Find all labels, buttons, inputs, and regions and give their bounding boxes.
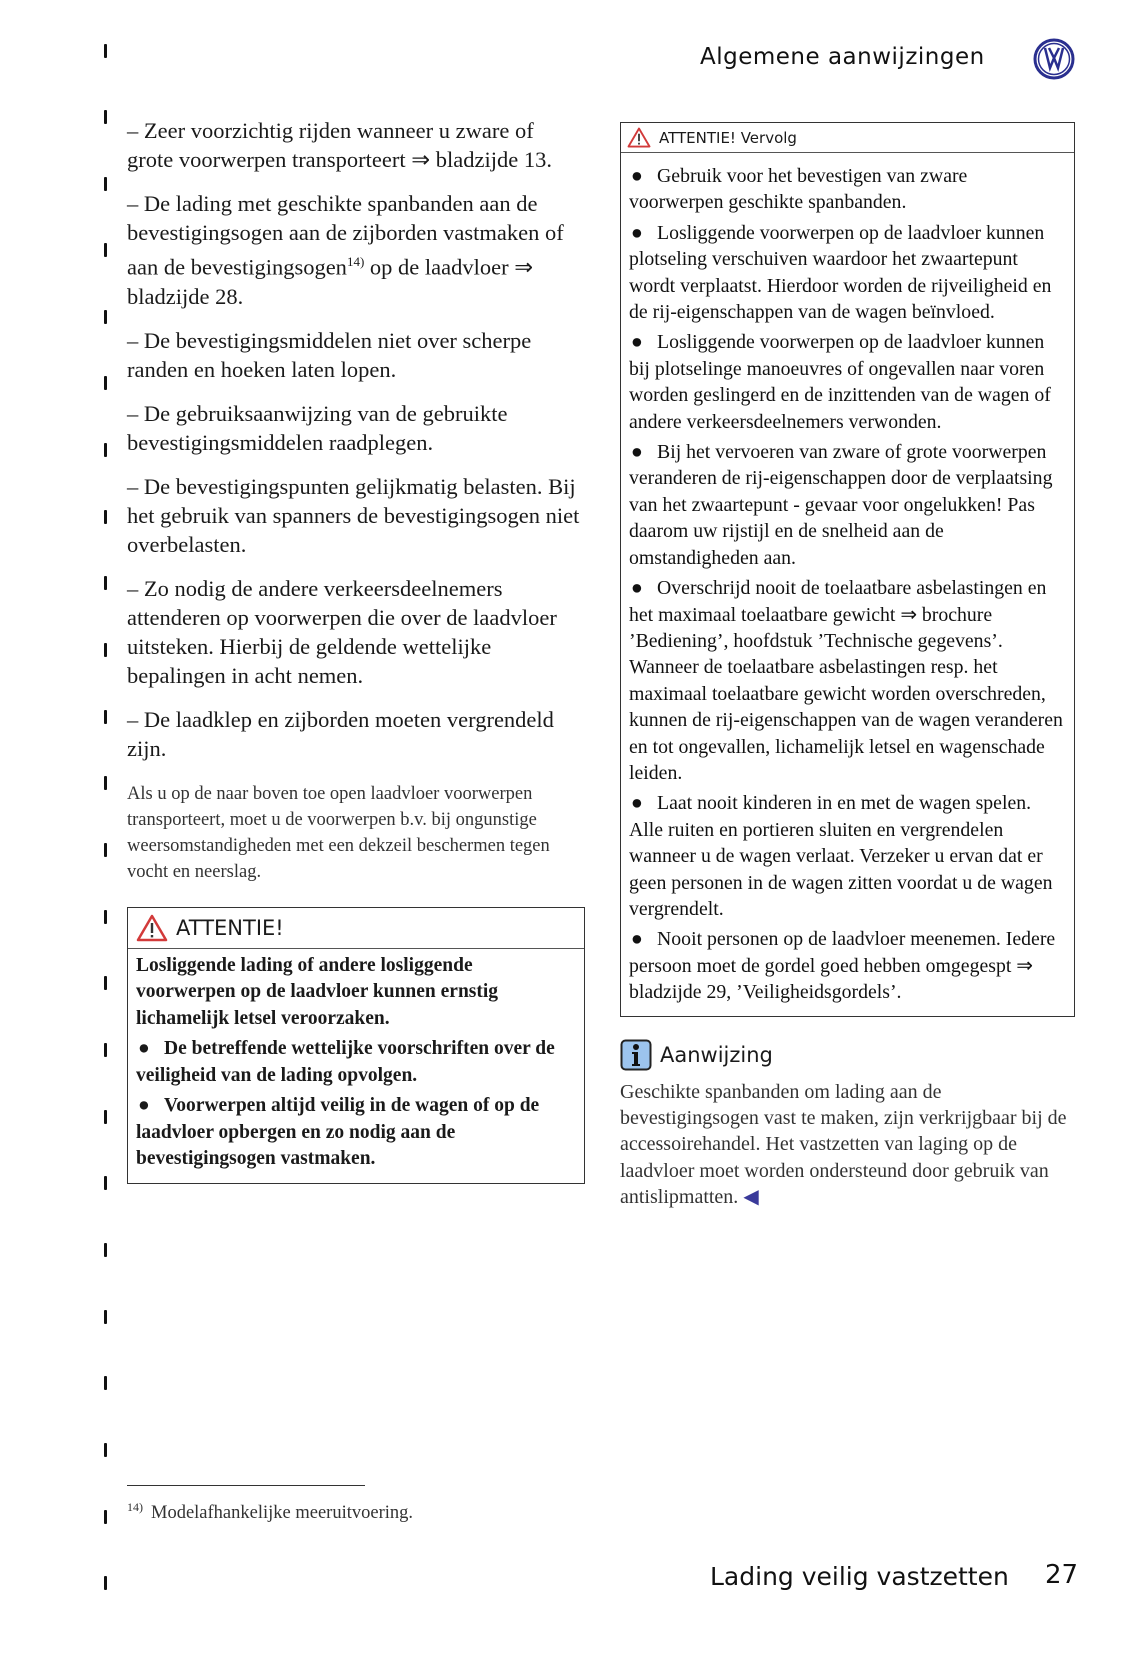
warning-bullet <box>136 1093 576 1173</box>
margin-mark <box>104 510 107 524</box>
margin-mark <box>104 1376 107 1390</box>
instruction-item: – Zo nodig de andere verkeersdeelnemers attenderen op voorwerpen die over de laadvloer uitsteken. Hierbij de geldende wettelijke bepalingen in acht nemen. <box>127 575 557 688</box>
hint-title: Aanwijzing <box>660 1042 773 1067</box>
margin-mark <box>104 910 107 924</box>
bullet-icon: ● <box>631 165 643 187</box>
bullet-icon: ● <box>631 792 643 815</box>
bullet-text: Losliggende voorwerpen op de laadvloer kunnen bij plotselinge manoeuvres of ongevallen naar voren worden geslingerd en de inzittenden van de wagen of andere verkeersdeelnemers verwonden. <box>629 331 1051 433</box>
vw-logo-icon <box>1033 38 1075 80</box>
bullet-text: Overschrijd nooit de toelaatbare asbelastingen en het maximaal toelaatbare gewicht ⇒ brochure ’Bediening’, hoofdstuk ’Technische gegevens’. Wanneer de toelaatbare asbelastingen resp. het maximaal toelaatbare gewicht worden overschreden, kunnen de rij-eigenschappen van de wagen veranderen en tot ongevallen, lichamelijk letsel en wagenschade leiden. <box>629 577 1063 784</box>
bullet-text: Bij het vervoeren van zware of grote voorwerpen veranderen de rij-eigenschappen door de verplaatsing van het zwaartepunt - gevaar voor ongelukken! Pas daarom uw rijstijl en de snelheid aan de omstandigheden aan. <box>629 441 1053 569</box>
warning-box <box>127 907 585 1184</box>
warning-title: ATTENTIE! <box>176 915 284 940</box>
footer-section-title: Lading veilig vastzetten <box>710 1562 1009 1591</box>
bullet-text: Voorwerpen altijd veilig in de wagen of op de laadvloer opbergen en zo nodig aan de bevestigingsogen vastmaken. <box>136 1095 540 1169</box>
margin-mark <box>104 1243 107 1257</box>
bullet-icon: ● <box>138 1095 150 1116</box>
warning-bullet <box>629 575 1066 786</box>
margin-mark <box>104 1176 107 1190</box>
margin-mark <box>104 976 107 990</box>
warning-bullet <box>629 220 1066 326</box>
margin-mark <box>104 243 107 257</box>
instruction-item: – De gebruiksaanwijzing van de gebruikte bevestigingsmiddelen raadplegen. <box>127 400 508 455</box>
end-marker-icon: ◀ <box>743 1186 759 1209</box>
margin-mark <box>104 1443 107 1457</box>
warning-title: ATTENTIE! Vervolg <box>659 128 797 147</box>
margin-mark <box>104 1310 107 1324</box>
page-number: 27 <box>1045 1560 1079 1590</box>
warning-bullet <box>629 163 1066 216</box>
note-paragraph: Als u op de naar boven toe open laadvloer voorwerpen transporteert, moet u de voorwerpen b.v. bij ongunstige weersomstandigheden met een dekzeil beschermen tegen vocht en neerslag. <box>127 783 550 882</box>
margin-mark <box>104 576 107 590</box>
instruction-item: – Zeer voorzichtig rijden wanneer u zware of grote voorwerpen transporteert ⇒ bladzijde 13. <box>127 118 552 172</box>
margin-mark <box>104 1510 107 1524</box>
warning-triangle-icon <box>627 127 651 148</box>
margin-mark <box>104 443 107 457</box>
margin-mark <box>104 310 107 324</box>
instruction-item: – De bevestigingspunten gelijkmatig belasten. Bij het gebruik van spanners de bevestigingsogen niet overbelasten. <box>127 473 580 557</box>
left-column <box>127 116 585 1184</box>
footnote-divider <box>127 1485 365 1486</box>
bullet-icon: ● <box>631 441 643 464</box>
footnote-ref[interactable]: 14) <box>346 254 365 269</box>
bullet-icon: ● <box>631 221 643 244</box>
instruction-item: – De laadklep en zijborden moeten vergrendeld zijn. <box>127 706 554 761</box>
margin-mark <box>104 843 107 857</box>
bullet-icon: ● <box>631 577 643 600</box>
margin-mark <box>104 110 107 124</box>
margin-mark <box>104 1043 107 1057</box>
right-column <box>620 122 1075 1211</box>
warning-bullet <box>629 329 1066 435</box>
warning-continued-box <box>620 122 1075 1017</box>
instruction-text: – De lading met geschikte spanbanden aan de bevestigingsogen aan de zijborden vastmaken of aan de bevestigingsogen <box>127 191 564 280</box>
margin-mark <box>104 710 107 724</box>
instruction-item <box>127 189 585 311</box>
warning-header <box>621 123 1074 153</box>
bullet-icon: ● <box>138 1038 150 1059</box>
footnote-text: Modelafhankelijke meeruitvoering. <box>151 1503 413 1524</box>
margin-mark <box>104 643 107 657</box>
warning-header <box>128 908 584 949</box>
bullet-text: Gebruik voor het bevestigen van zware voorwerpen geschikte spanbanden. <box>629 165 968 214</box>
margin-mark <box>104 177 107 191</box>
bullet-text: De betreffende wettelijke voorschriften over de veiligheid van de lading opvolgen. <box>136 1038 555 1086</box>
hint-body: Geschikte spanbanden om lading aan de bevestigingsogen vast te maken, zijn verkrijgbaar bij de accessoirehandel. Het vastzetten van laging op de laadvloer moet worden ondersteund door gebruik van antislipmatten. <box>620 1080 1067 1209</box>
hint-header <box>620 1039 1075 1071</box>
footnote <box>127 1500 413 1524</box>
warning-bullet <box>629 439 1066 571</box>
margin-mark <box>104 376 107 390</box>
warning-bullet <box>629 790 1066 922</box>
margin-mark <box>104 1576 107 1590</box>
margin-mark <box>104 1110 107 1124</box>
warning-bullet <box>136 1036 576 1089</box>
margin-mark <box>104 776 107 790</box>
warning-bullet <box>629 926 1066 1005</box>
info-icon <box>620 1039 652 1071</box>
footnote-mark: 14) <box>127 1500 143 1514</box>
bullet-icon: ● <box>631 331 643 354</box>
instruction-tail: op de laadvloer ⇒ bladzijde 28. <box>127 254 534 309</box>
bullet-text: Losliggende voorwerpen op de laadvloer kunnen plotseling verschuiven waardoor het zwaartepunt wordt verplaatst. Hierdoor worden de rijveiligheid en de rij-eigenschappen van de wagen beïnvloed. <box>629 221 1052 324</box>
instruction-item: – De bevestigingsmiddelen niet over scherpe randen en hoeken laten lopen. <box>127 327 532 382</box>
warning-triangle-icon <box>136 914 168 942</box>
hint-text <box>620 1079 1075 1211</box>
bullet-icon: ● <box>631 928 643 951</box>
margin-mark <box>104 44 107 58</box>
bullet-text: Nooit personen op de laadvloer meenemen. Iedere persoon moet de gordel goed hebben omgegespt ⇒ bladzijde 29, ’Veiligheidsgordels’. <box>629 928 1056 1004</box>
page-header-title: Algemene aanwijzingen <box>700 44 985 70</box>
warning-intro: Losliggende lading of andere losliggende voorwerpen op de laadvloer kunnen ernstig lichamelijk letsel veroorzaken. <box>136 954 499 1029</box>
bullet-text: Laat nooit kinderen in en met de wagen spelen. Alle ruiten en portieren sluiten en vergrendelen wanneer u de wagen verlaat. Verzeker u ervan dat er geen personen in de wagen zitten voordat u de wagen vergrendelt. <box>629 792 1053 920</box>
